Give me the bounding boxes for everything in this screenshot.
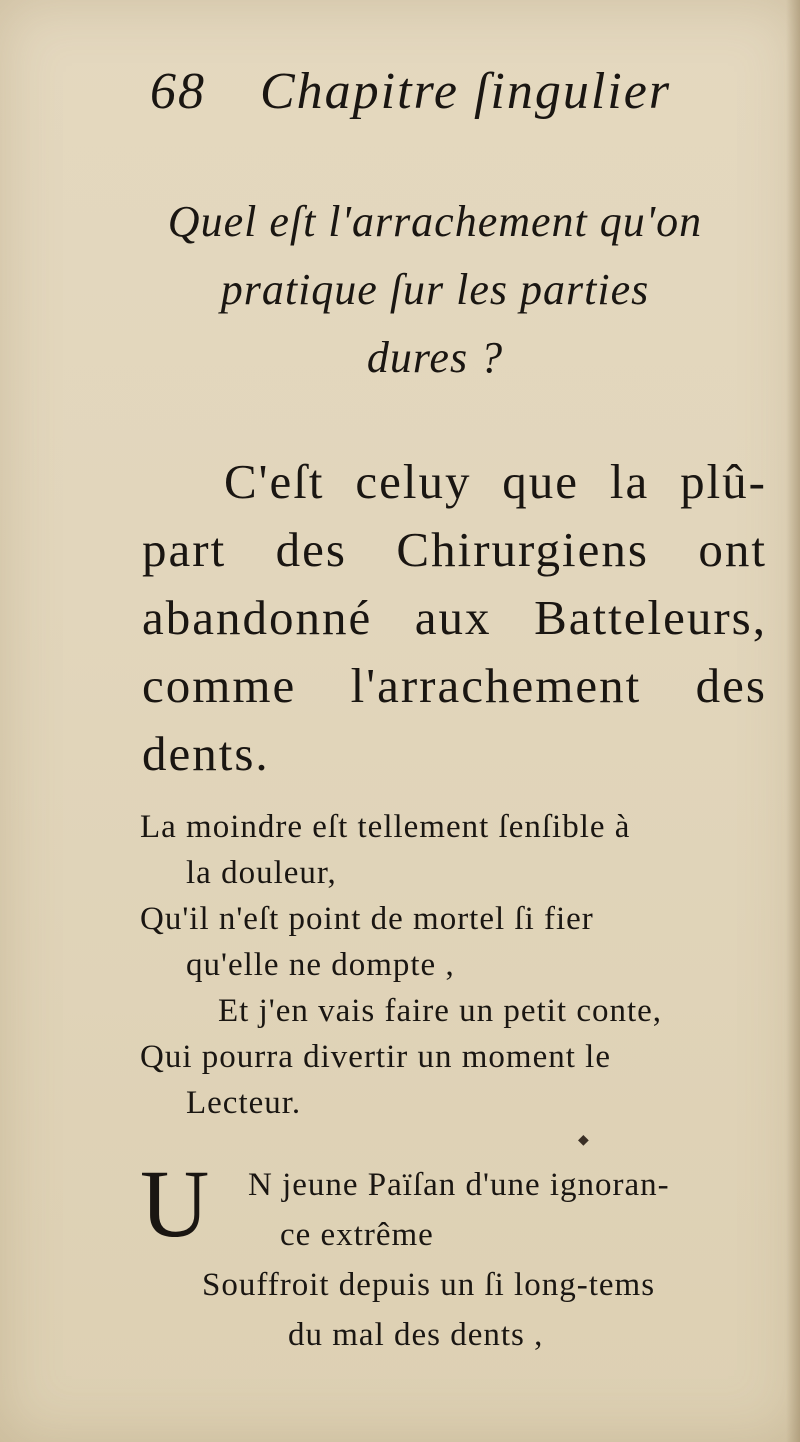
running-head (150, 62, 671, 121)
question-line: pratique ſur les parties (220, 265, 650, 314)
ornament-mark: ◆ (578, 1132, 589, 1148)
question-line: Quel eſt l'arrachement qu'on (167, 197, 703, 246)
drop-capital: U (140, 1150, 211, 1257)
tale-line: Souffroit depuis un ſi long-tems (202, 1267, 656, 1303)
question-heading (140, 188, 730, 392)
tale-line: du mal des dents , (288, 1317, 544, 1353)
answer-paragraph: C'eſt celuy que la plû-part des Chirurgiens ont abandonné aux Batteleurs, comme l'arrachement des dents. (142, 454, 767, 781)
page-edge-shadow (786, 0, 800, 1442)
verse-line: Qu'il n'eſt point de mortel ſi fier (140, 901, 594, 937)
verse-line: Qui pourra divertir un moment le (140, 1039, 611, 1075)
verse-line: Lecteur. (186, 1085, 302, 1121)
tale-line: N jeune Païſan d'une ignoran- (248, 1167, 670, 1203)
page-number: 68 (150, 63, 206, 120)
running-title: Chapitre ſingulier (260, 63, 672, 120)
verse-line: qu'elle ne dompte , (186, 947, 455, 983)
question-line: dures ? (366, 333, 504, 382)
tale-line: ce extrême (280, 1217, 434, 1253)
verse-line: La moindre eſt tellement ſenſible à (140, 809, 631, 845)
verse-line: la douleur, (186, 855, 337, 891)
verse-line: Et j'en vais faire un petit conte, (218, 993, 663, 1029)
verse-block (140, 804, 770, 1126)
tale-opening (140, 1150, 770, 1360)
